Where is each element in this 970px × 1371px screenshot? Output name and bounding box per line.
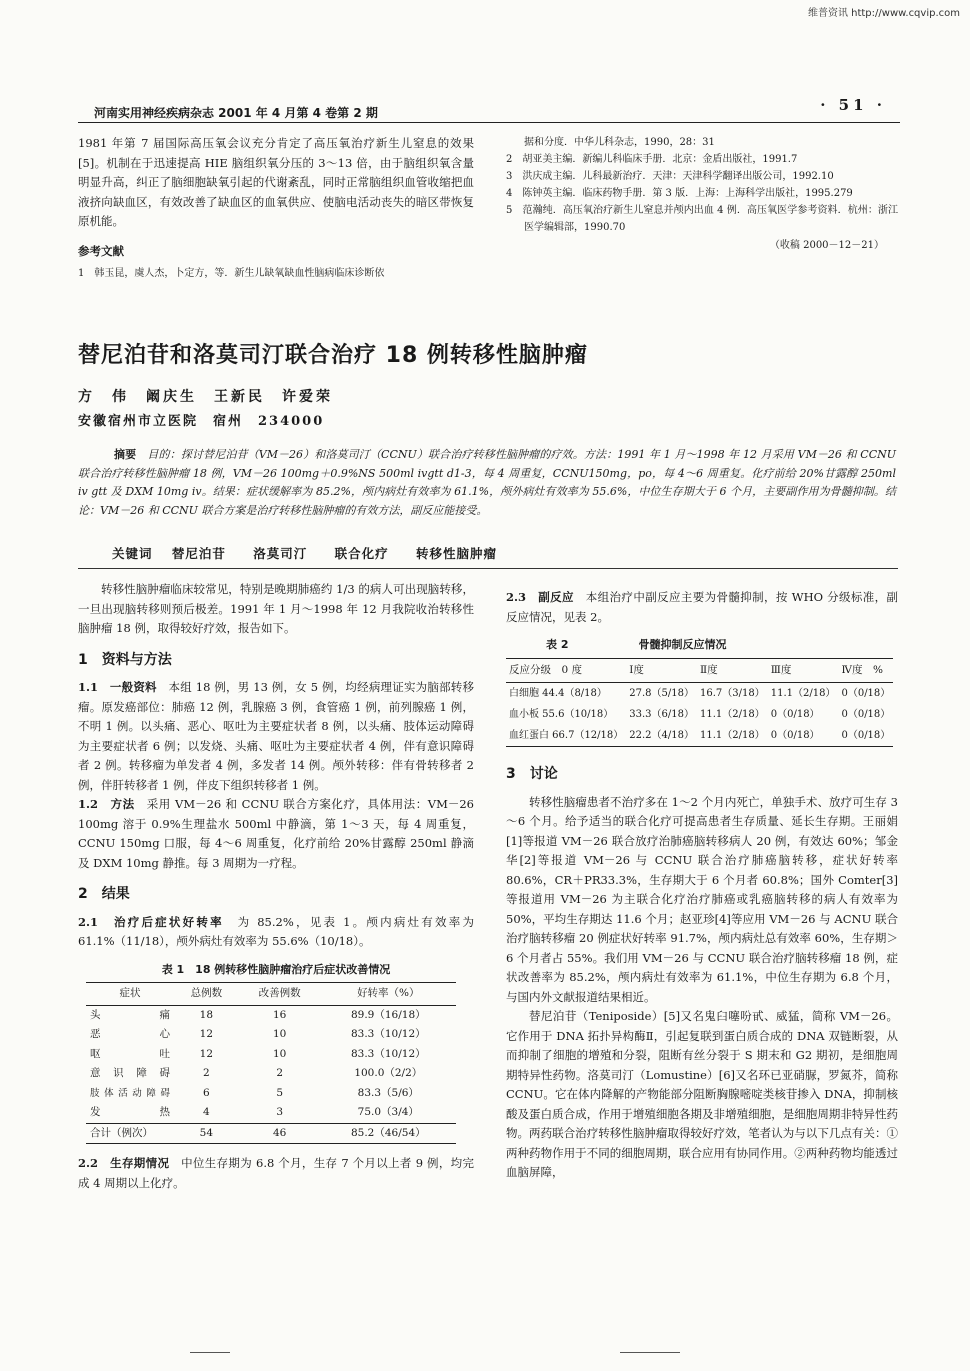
article-authors: 方 伟 阚庆生 王新民 许爱荣: [78, 389, 333, 405]
table-1: [86, 982, 456, 1144]
table-cell: 肢体活动障碍: [90, 1087, 170, 1099]
paragraph: 采用 VM－26 和 CCNU 联合方案化疗，具体用法：VM－26 100mg 溶于 0.9%生理盐水 500ml 中静滴，第 1～3 天，每 4 周重复，CCNU 150mg 口服，每 4～6 周重复，化疗前给 20%甘露醇 250ml 静滴及 DXM 10mg 静推。每 3 周期为一疗程。: [78, 797, 474, 870]
subsection-heading: 2.2 生存期情况: [78, 1156, 170, 1170]
table-row: [506, 683, 893, 705]
table-cell: 意识障碍: [90, 1067, 170, 1079]
table-2: [506, 658, 893, 748]
reference-4: 4 陈钟英主编．临床药物手册．第 3 版．上海：上海科学出版社，1995.279: [506, 188, 853, 199]
keyword: 联合化疗: [334, 546, 389, 561]
body-left-column: [78, 580, 474, 1193]
abstract-label: 摘要: [114, 448, 137, 461]
table-row: [86, 1123, 456, 1144]
page-number: · 51 ·: [820, 96, 886, 114]
reference-1: 1 韩玉昆，虞人杰，卜定方，等．新生儿缺氧缺血性脑病临床诊断依: [78, 268, 385, 279]
table-cell: 22.2（4/18）: [626, 725, 697, 747]
prev-article-right: [506, 134, 898, 256]
keyword: 替尼泊苷: [171, 546, 226, 561]
subsection-heading: 2.3 副反应: [506, 590, 574, 604]
table-cell: 46: [239, 1123, 321, 1144]
references-heading: 参考文献: [78, 243, 124, 258]
table-1-caption: 表 1 18 例转移性脑肿瘤治疗后症状改善情况: [161, 962, 391, 976]
abstract-text: 目的：探讨替尼泊苷（VM－26）和洛莫司汀（CCNU）联合治疗转移性脑肿瘤的疗效。方法：1991 年 1 月～1998 年 12 月采用 VM－26 和 CCNU 联合治疗转移性脑肿瘤 18 例，VM－26 100mg＋0.9%NS 500ml ivgtt d1-3，每 4 周重复，CCNU150mg，po，每 4～6 周重复。化疗前给 20%甘露醇 250ml iv gtt 及 DXM 10mg iv。结果：症状缓解率为 85.2%，颅内病灶有效率为 61.1%，颅外病灶有效率为 55.6%，中位生存期大于 6 个月，主要副作用为骨髓抑制。结论：VM－26 和 CCNU 联合方案是治疗转移性脑肿瘤的有效方法，副反应能接受。: [78, 448, 897, 517]
table-cell: 呕 吐: [90, 1047, 170, 1060]
keywords-rule: [78, 568, 898, 569]
keywords: [112, 544, 519, 562]
subsection-heading: 1.1 一般资料: [78, 680, 157, 694]
table-cell: 16: [272, 1008, 287, 1021]
table-cell: 0（0/18）: [841, 708, 891, 720]
table-header: 好转率（%）: [321, 983, 456, 1006]
table-2-title: 骨髓抑制反应情况: [638, 638, 727, 651]
table-cell: 2: [276, 1067, 283, 1079]
table-cell: 83.3（10/12）: [350, 1028, 426, 1040]
table-row: [506, 704, 893, 725]
discussion-paragraph: 转移性脑瘤患者不治疗多在 1～2 个月内死亡，单独手术、放疗可生存 3～6 个月。给予适当的联合化疗可提高患者生存质量、延长生存期。王丽娟[1]等报道 VM－26 联合放疗治肺癌脑转移病人 20 例，有效达 60%；邹金华[2]等报道 VM－26 与 CCNU 联合治疗肺癌脑转移，症状好转率 80.6%，CR＋PR33.3%，生存期大于 6 个月者 60.8%；国外 Comter[3]等报道用 VM－26 为主联合化疗治疗肺癌或乳癌脑转移的病人有效率为 50%，平均生存期达 11.6 个月；赵亚珍[4]等应用 VM－26 与 ACNU 联合治疗脑转移瘤 20 例症状好转率 91.7%，颅内病灶总有效率 60%，生存期＞6 个月者占 55%。我们用 VM－26 与 CCNU 联合治疗脑转移瘤 18 例，症状改善率为 85.2%，颅内病灶有效率为 61.1%，中位生存期为 6.8 个月，与国内外文献报道结果相近。: [506, 794, 898, 1004]
table-cell: 27.8（5/18）: [629, 687, 694, 699]
section-heading: 3 讨论: [506, 766, 558, 782]
article-affiliation: 安徽宿州市立医院 宿州 234000: [78, 414, 325, 429]
table-cell: 恶 心: [90, 1028, 170, 1040]
subsection-heading: 1.2 方法: [78, 797, 135, 811]
table-cell: 83.3（10/12）: [350, 1047, 426, 1060]
table-cell: 83.3（5/6）: [357, 1086, 419, 1099]
table-cell: 0（0/18）: [841, 687, 891, 699]
table-header: 症状: [86, 983, 174, 1006]
prev-article-left: [78, 134, 474, 282]
paragraph: 本组治疗中副反应主要为骨髓抑制，按 WHO 分级标准，副反应情况，见表 2。: [506, 590, 898, 624]
table-cell: 2: [203, 1067, 210, 1079]
table-cell: 4: [203, 1106, 210, 1118]
running-head: 河南实用神经疾病杂志 2001 年 4 月第 4 卷第 2 期: [94, 106, 378, 120]
paragraph: 为 85.2%，见表 1。颅内病灶有效率为 61.1%（11/18），颅外病灶有效率为 55.6%（10/18）。: [78, 914, 474, 948]
table-cell: 3: [276, 1106, 283, 1118]
table-cell: 头 痛: [90, 1008, 170, 1021]
received-date: （收稿 2000－12－21）: [769, 240, 884, 251]
table-row: [506, 725, 893, 747]
intro-paragraph: 转移性脑肿瘤临床较常见，特别是晚期肺癌约 1/3 的病人可出现脑转移，一旦出现脑转移则预后极差。1991 年 1 月～1998 年 12 月我院收治转移性脑肿瘤 18 例，取得较好疗效，报告如下。: [78, 582, 474, 635]
prev-paragraph: 1981 年第 7 届国际高压氧会议充分肯定了高压氧治疗新生儿窒息的效果[5]。机制在于迅速提高 HIE 脑组织氧分压的 3～13 倍，由于脑组织氧含量明显升高，纠正了脑细胞缺氧引起的代谢紊乱，同时正常脑组织血管收缩把血液挤向缺血区，有效改善了缺血区的血氧供应、使脑电活动丧失的暗区带恢复原机能。: [78, 136, 474, 228]
table-row: [86, 1005, 456, 1025]
table-2-number: 表 2: [546, 638, 569, 651]
table-cell: 33.3（6/18）: [629, 708, 694, 720]
watermark: 维普资讯 http://www.cqvip.com: [807, 8, 960, 19]
table-cell: 12: [199, 1028, 214, 1040]
table-cell: 发 热: [90, 1106, 170, 1118]
keyword: 转移性脑肿瘤: [416, 546, 498, 561]
table-cell: 18: [199, 1008, 214, 1021]
table-2-caption: [506, 635, 898, 655]
table-cell: 5: [276, 1086, 283, 1099]
reference-1-cont: 据和分度．中华儿科杂志，1990，28：31: [524, 137, 715, 148]
table-cell: 0（0/18）: [838, 725, 893, 747]
table-cell: 85.2（46/54）: [321, 1123, 456, 1144]
table-cell: 11.1（2/18）: [700, 708, 765, 720]
table-cell: 54: [174, 1123, 239, 1144]
article-title: 替尼泊苷和洛莫司汀联合治疗 18 例转移性脑肿瘤: [78, 343, 588, 368]
table-cell: 12: [199, 1047, 214, 1060]
table-header: Ⅰ度: [626, 658, 697, 683]
table-header: 改善例数: [239, 983, 321, 1006]
table-header: Ⅲ度: [768, 658, 839, 683]
scan-artifact: [620, 1352, 680, 1353]
table-header: Ⅳ度 %: [838, 658, 893, 683]
table-cell: 0（0/18）: [770, 708, 820, 720]
section-heading: 2 结果: [78, 886, 130, 902]
table-cell: 0（0/18）: [768, 725, 839, 747]
reference-3: 3 洪庆成主编．儿科最新治疗．天津：天津科学翻译出版公司，1992.10: [506, 171, 834, 182]
table-cell: 白细胞 44.4（8/18）: [509, 687, 607, 699]
body-right-column: [506, 588, 898, 1183]
reference-2: 2 胡亚美主编．新编儿科临床手册．北京：金盾出版社，1991.7: [506, 154, 798, 165]
section-heading: 1 资料与方法: [78, 651, 172, 668]
abstract: [78, 446, 896, 520]
table-cell: 11.1（2/18）: [770, 687, 836, 699]
table-header: Ⅱ度: [697, 658, 768, 683]
keyword: 洛莫司汀: [253, 546, 308, 561]
table-row: [86, 1045, 456, 1065]
table-cell: 11.1（2/18）: [697, 725, 768, 747]
table-header: 反应分级 0 度: [506, 658, 626, 683]
subsection-heading: 2.1 治疗后症状好转率: [78, 914, 224, 929]
paragraph: 本组 18 例，男 13 例，女 5 例，均经病理证实为脑部转移瘤。原发癌部位：肺癌 12 例，乳腺癌 3 例，食管癌 1 例，前列腺癌 1 例，不明 1 例。以头痛、恶心、呕吐为主要症状者 8 例，以头痛、肢体运动障碍为主要症状者 6 例；以发烧、头痛、呕吐为主要症状者 4 例，伴有意识障碍者 2 例。转移瘤为单发者 4 例，多发者 14 例。颅外转移：伴有骨转移者 2 例，伴肝转移者 1 例，伴皮下组织转移者 1 例。: [78, 680, 475, 792]
table-row: [86, 1084, 456, 1104]
table-cell: 10: [272, 1028, 287, 1040]
header-rule: [78, 122, 900, 123]
table-cell: 16.7（3/18）: [700, 687, 765, 699]
table-cell: 89.9（16/18）: [350, 1008, 426, 1021]
table-cell: 100.0（2/2）: [354, 1067, 423, 1079]
reference-5: 5 范瀚纯．高压氧治疗新生儿窒息并颅内出血 4 例．高压氧医学参考资料．杭州：浙江医学编辑部，1990.70: [506, 205, 898, 233]
paragraph: 中位生存期为 6.8 个月，生存 7 个月以上者 9 例，均完成 4 周期以上化疗。: [78, 1156, 474, 1190]
keywords-label: 关键词: [112, 546, 153, 561]
scan-artifact: [190, 1352, 230, 1353]
table-cell: 合计（例次）: [86, 1123, 174, 1144]
table-cell: 10: [272, 1047, 287, 1060]
table-row: [86, 1025, 456, 1045]
table-cell: 血红蛋白 66.7（12/18）: [506, 725, 626, 747]
table-cell: 6: [203, 1086, 210, 1099]
table-header: 总例数: [174, 983, 239, 1006]
table-row: [86, 1103, 456, 1123]
table-cell: 75.0（3/4）: [357, 1106, 419, 1118]
discussion-paragraph: 替尼泊苷（Teniposide）[5]又名鬼臼噻吩甙、威猛，简称 VM－26。它作用于 DNA 拓扑异构酶Ⅱ，引起复联到蛋白质合成的 DNA 双链断裂，从而抑制了细胞的增殖和分裂，阻断有丝分裂于 S 期末和 G2 期初，是细胞周期特异性药物。洛莫司汀（Lomustine）[6]又名环已亚硝脲，罗氮芥，简称 CCNU。它在体内降解的产物能部分阻断胸腺嘧啶类核苷掺入 DNA，抑制核酸及蛋白质合成，作用于增殖细胞各期及非增殖细胞，是细胞周期非特异性药物。两药联合治疗转移性脑肿瘤取得较好疗效，笔者认为与以下几点有关：①两种药物作用于不同的细胞周期，联合应用有协同作用。②两种药物均能透过血脑屏障，: [506, 1009, 898, 1179]
table-row: [86, 1064, 456, 1084]
table-cell: 血小板 55.6（10/18）: [509, 708, 614, 720]
